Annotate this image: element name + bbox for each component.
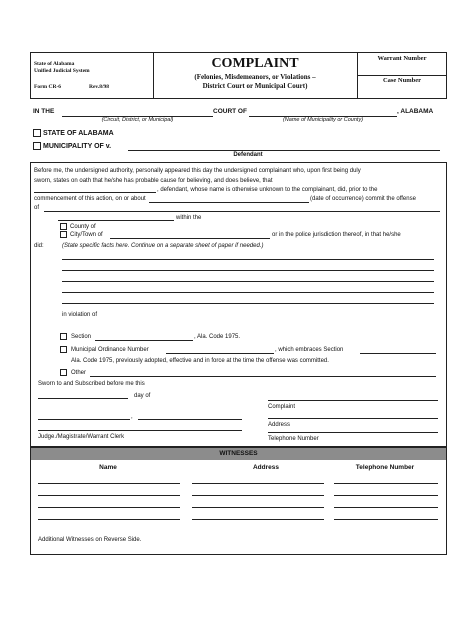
- municipality-label: MUNICIPALITY OF v.: [43, 143, 112, 150]
- municipality-checkbox[interactable]: [33, 142, 41, 150]
- issuer-line1: State of Alabama: [34, 61, 75, 67]
- witness-3-telephone[interactable]: [334, 507, 438, 508]
- day-of-label: day of: [134, 393, 151, 399]
- warrant-number-label: Warrant Number: [377, 55, 427, 62]
- in-the-label: IN THE: [33, 108, 55, 115]
- witness-2-address[interactable]: [192, 495, 324, 496]
- witness-4-address[interactable]: [192, 519, 324, 520]
- police-jurisdiction-label: or in the police jurisdiction thereof, in that he/she: [272, 232, 401, 238]
- city-town-label: City/Town of: [70, 232, 103, 238]
- state-of-alabama-label: STATE OF ALABAMA: [43, 130, 114, 137]
- other-field[interactable]: [90, 376, 436, 377]
- telephone-label: Telephone Number: [268, 436, 319, 442]
- complaint-label: Complaint: [268, 404, 296, 410]
- intro-line4a: commencement of this action, on or about: [34, 196, 146, 202]
- witness-2-telephone[interactable]: [334, 495, 438, 496]
- of-label: of: [34, 205, 40, 211]
- complainant-address-field[interactable]: [268, 418, 438, 419]
- defendant-name-field[interactable]: [128, 150, 440, 151]
- section-field[interactable]: [95, 340, 193, 341]
- alabama-label: , ALABAMA: [397, 108, 434, 115]
- witnesses-heading: WITNESSES: [219, 450, 258, 457]
- case-number-label: Case Number: [382, 77, 422, 84]
- other-checkbox[interactable]: [60, 369, 67, 376]
- county-of-label: County of: [70, 224, 96, 230]
- body-box: [30, 162, 447, 447]
- ordinance-line2: Ala. Code 1975, previously adopted, effective and in force at the time the offense was committed.: [71, 358, 329, 364]
- within-the-label: within the: [176, 215, 202, 221]
- witness-1-address[interactable]: [192, 483, 324, 484]
- intro-line1: Before me, the undersigned authority, personally appeared this day the undersigned complainant who, upon first being duly: [34, 168, 361, 174]
- witness-3-name[interactable]: [38, 507, 180, 508]
- municipality-hint: (Name of Municipality or County): [282, 117, 364, 123]
- section-label: Section: [71, 334, 92, 340]
- witness-2-name[interactable]: [38, 495, 180, 496]
- defendant-name-intro-field[interactable]: [34, 192, 156, 193]
- sworn-day-field[interactable]: [38, 398, 128, 399]
- witness-telephone-column: Telephone Number: [355, 464, 415, 471]
- complainant-telephone-field[interactable]: [268, 432, 438, 433]
- jurisdiction-name-field[interactable]: [58, 220, 174, 221]
- intro-line4b: (date of occurrence) commit the offense: [310, 196, 416, 202]
- sworn-year-field[interactable]: [138, 419, 242, 420]
- form-subtitle-line1: (Felonies, Misdemeanors, or Violations –: [194, 73, 316, 81]
- ordinance-checkbox[interactable]: [60, 346, 67, 353]
- witness-1-name[interactable]: [38, 483, 180, 484]
- sworn-label: Sworn to and Subscribed before me this: [38, 381, 145, 387]
- judge-label: Judge./Magistrate/Warrant Clerk: [38, 434, 125, 440]
- facts-line-5[interactable]: [62, 303, 434, 304]
- witness-1-telephone[interactable]: [334, 483, 438, 484]
- did-label: did:: [34, 243, 44, 249]
- state-facts-hint: (State specific facts here. Continue on a separate sheet of paper if needed.): [62, 243, 264, 249]
- judge-signature-field[interactable]: [38, 430, 242, 431]
- facts-line-3[interactable]: [62, 281, 434, 282]
- witness-4-name[interactable]: [38, 519, 180, 520]
- witness-4-telephone[interactable]: [334, 519, 438, 520]
- form-title: COMPLAINT: [211, 56, 299, 71]
- complaint-signature-field[interactable]: [268, 400, 438, 401]
- court-type-hint: (Circuit, District, or Municipal): [101, 117, 174, 123]
- county-checkbox[interactable]: [60, 223, 67, 230]
- city-town-checkbox[interactable]: [60, 231, 67, 238]
- embraces-section-field[interactable]: [360, 353, 436, 354]
- witness-address-column: Address: [252, 464, 279, 471]
- address-label: Address: [268, 422, 291, 428]
- date-of-occurrence-field[interactable]: [149, 202, 309, 203]
- facts-line-1[interactable]: [62, 259, 434, 260]
- form-revision: Rev.8/98: [89, 84, 110, 90]
- form-subtitle-line2: District Court or Municipal Court): [202, 82, 308, 90]
- ala-code-label: , Ala. Code 1975.: [194, 334, 241, 340]
- embraces-section-label: , which embraces Section: [275, 347, 344, 353]
- defendant-label: Defendant: [233, 152, 263, 158]
- issuer-line2: Unified Judicial System: [34, 68, 90, 74]
- court-of-label: COURT OF: [213, 108, 247, 115]
- form-number: Form CR-6: [34, 84, 62, 90]
- witnesses-footer: Additional Witnesses on Reverse Side.: [38, 537, 142, 543]
- in-violation-of-label: in violation of: [62, 312, 98, 318]
- intro-line3: , defendant, whose name is otherwise unknown to the complainant, did, prior to the: [157, 187, 378, 193]
- ordinance-label: Municipal Ordinance Number: [71, 347, 149, 353]
- offense-field[interactable]: [44, 211, 440, 212]
- ordinance-number-field[interactable]: [166, 353, 274, 354]
- other-label: Other: [71, 370, 87, 376]
- facts-line-2[interactable]: [62, 270, 434, 271]
- facts-line-4[interactable]: [62, 292, 434, 293]
- intro-line2: sworn, states on oath that he/she has probable cause for believing, and does believe, that: [34, 178, 273, 184]
- state-of-alabama-checkbox[interactable]: [33, 129, 41, 137]
- city-town-field[interactable]: [110, 238, 270, 239]
- witness-name-column: Name: [99, 464, 117, 471]
- sworn-month-field[interactable]: [38, 419, 130, 420]
- year-comma: ,: [131, 414, 133, 420]
- witness-3-address[interactable]: [192, 507, 324, 508]
- section-checkbox[interactable]: [60, 333, 67, 340]
